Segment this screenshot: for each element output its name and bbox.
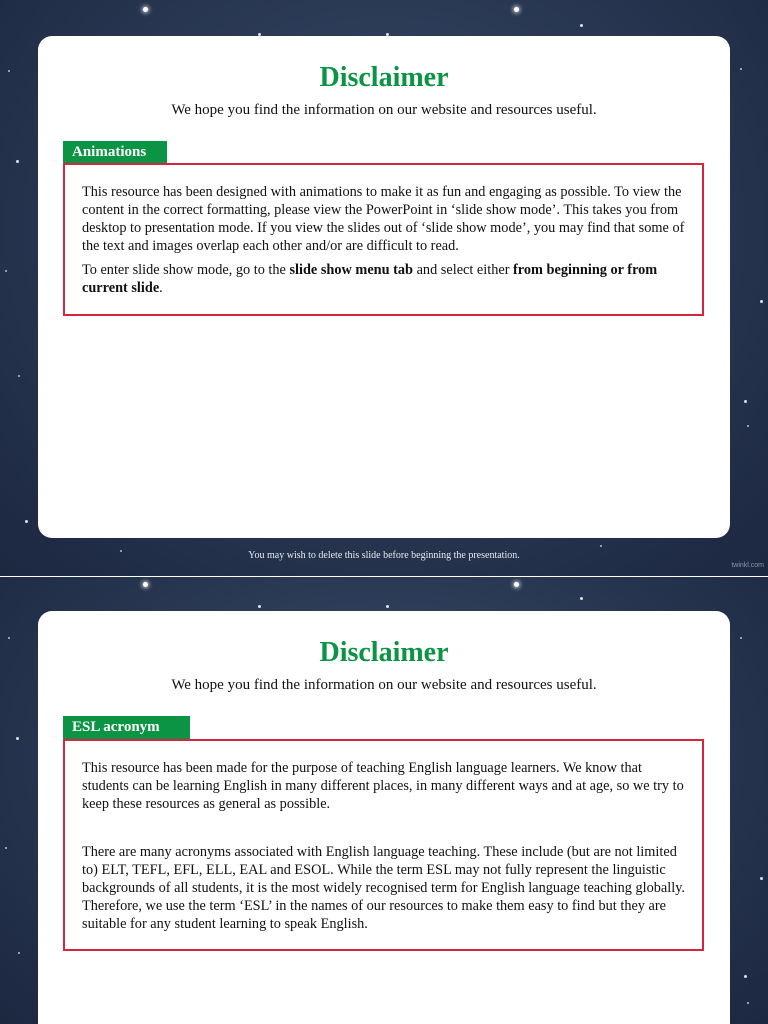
- bold-text: slide show menu tab: [289, 262, 414, 278]
- slide-2: [0, 577, 768, 1024]
- star-icon: [16, 160, 19, 163]
- bold-text: from beginning or from current slide: [82, 262, 658, 296]
- star-icon: [760, 300, 763, 303]
- star-icon: [744, 975, 747, 978]
- section-tab: Animations: [63, 141, 167, 164]
- paragraph: To enter slide show mode, go to the slide show menu tab and select either from beginning or from current slide.: [82, 262, 658, 296]
- star-icon: [747, 1002, 749, 1004]
- star-icon: [5, 270, 7, 272]
- star-icon: [258, 605, 261, 608]
- star-icon: [580, 24, 583, 27]
- star-icon: [747, 425, 749, 427]
- star-icon: [16, 737, 19, 740]
- star-icon: [740, 68, 742, 70]
- watermark: twinkl.com: [731, 562, 764, 569]
- content-box: [63, 739, 704, 951]
- star-icon: [18, 375, 20, 377]
- slide-title: Disclaimer: [319, 62, 449, 93]
- star-icon: [740, 637, 742, 639]
- paragraph: This resource has been made for the purpose of teaching English language learners. We know that students can be learning English in many different places, in many different ways and at age, so we try to keep these resources as general as possible.: [82, 760, 684, 812]
- star-icon: [514, 7, 519, 12]
- slide-card: [38, 36, 730, 538]
- star-icon: [8, 70, 10, 72]
- intro-text: We hope you find the information on our website and resources useful.: [171, 102, 597, 118]
- star-icon: [386, 605, 389, 608]
- section-tab: ESL acronym: [63, 716, 190, 739]
- star-icon: [744, 400, 747, 403]
- star-icon: [8, 637, 10, 639]
- star-icon: [760, 877, 763, 880]
- paragraph: There are many acronyms associated with English language teaching. These include (but are not limited to) ELT, TEFL, EFL, ELL, EAL and ESOL. While the term ESL may not fully represent the linguistic backgrounds of all students, it is the most widely recognised term for English language teaching globally. Therefore, we use the term ‘ESL’ in the names of our resources to make them easy to find but they are suitable for any student learning to speak English.: [82, 844, 685, 932]
- slide-title: Disclaimer: [319, 637, 449, 668]
- star-icon: [143, 7, 148, 12]
- intro-text: We hope you find the information on our website and resources useful.: [171, 677, 597, 693]
- content-box: [63, 163, 704, 316]
- slide-card: [38, 611, 730, 1024]
- star-icon: [25, 520, 28, 523]
- star-icon: [5, 847, 7, 849]
- star-icon: [600, 545, 602, 547]
- footer-note: You may wish to delete this slide before beginning the presentation.: [248, 550, 520, 561]
- star-icon: [514, 582, 519, 587]
- paragraph: This resource has been designed with animations to make it as fun and engaging as possible. To view the content in the correct formatting, please view the PowerPoint in ‘slide show mode’. This takes you from desktop to presentation mode. If you view the slides out of ‘slide show mode’, you may find that some of the text and images overlap each other and/or are difficult to read.: [82, 184, 685, 254]
- star-icon: [143, 582, 148, 587]
- star-icon: [18, 952, 20, 954]
- star-icon: [580, 597, 583, 600]
